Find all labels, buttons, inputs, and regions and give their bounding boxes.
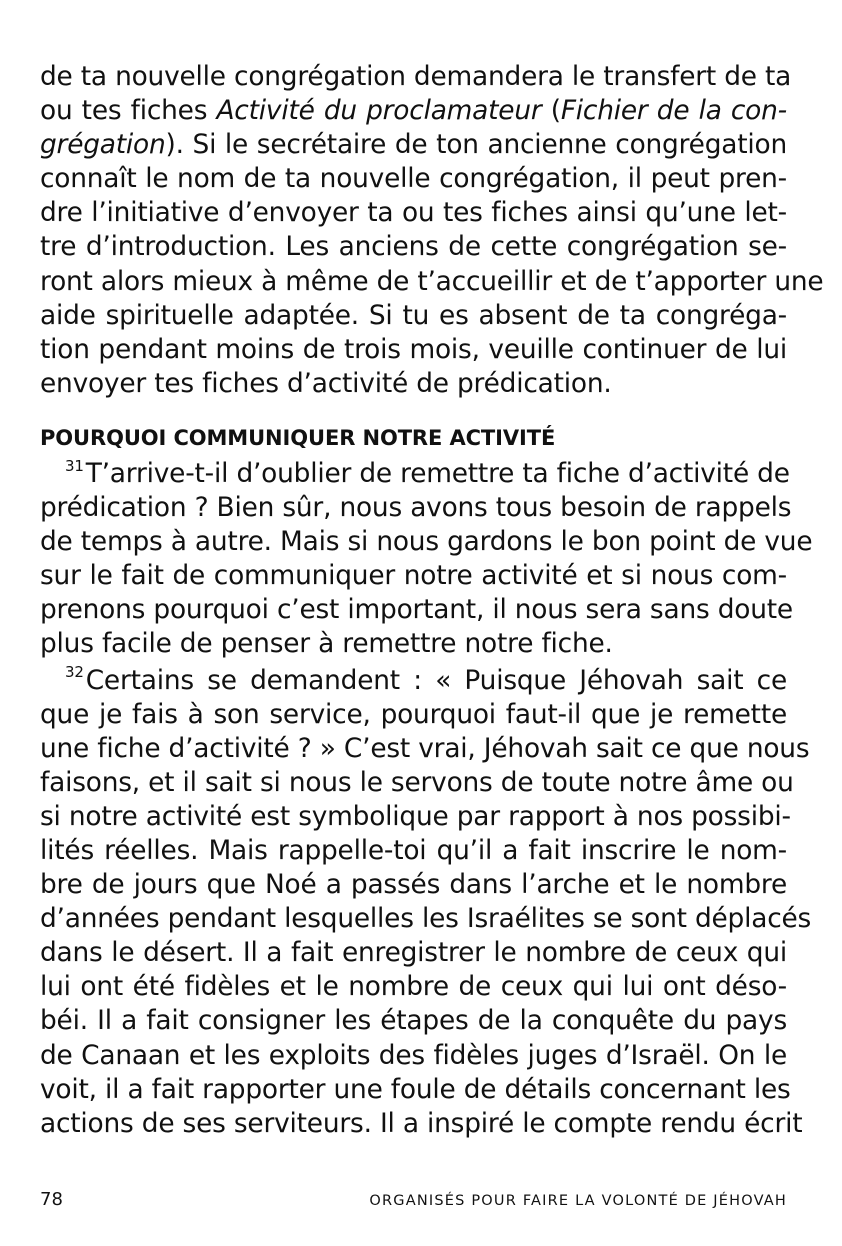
text-line: de Canaan et les exploits des fidèles juges d’Israël. On le: [40, 1039, 787, 1071]
text-line: faisons, et il sait si nous le servons de toute notre âme ou: [40, 766, 794, 798]
text-run: ou tes fiches: [40, 95, 217, 127]
text-line: voit, il a fait rapporter une foule de détails concernant les: [40, 1073, 791, 1105]
text-run: Certains se demandent : « Puisque Jéhovah sait ce: [85, 664, 787, 696]
text-line: béi. Il a fait consigner les étapes de la conquête du pays: [40, 1005, 787, 1037]
text-line: bre de jours que Noé a passés dans l’arche et le nombre: [40, 869, 787, 901]
text-line: sur le fait de communiquer notre activité et si nous com-: [40, 560, 787, 592]
text-line: dre l’initiative d’envoyer ta ou tes fiches ainsi qu’une let-: [40, 197, 787, 229]
paragraph-31: [40, 456, 813, 662]
text-line: tre d’introduction. Les anciens de cette congrégation se-: [40, 231, 787, 263]
text-line: [40, 94, 787, 128]
text-line: prenons pourquoi c’est important, il nous sera sans doute: [40, 594, 793, 626]
text-run: ). Si le secrétaire de ton ancienne congrégation: [165, 129, 787, 161]
paragraph-32: [40, 663, 812, 1141]
text-line: dans le désert. Il a fait enregistrer le nombre de ceux qui: [40, 937, 787, 969]
text-line: [40, 664, 787, 698]
text-run: (: [541, 95, 561, 127]
text-line: de temps à autre. Mais si nous gardons le bon point de vue: [40, 526, 813, 558]
text-line: lités réelles. Mais rappelle-toi qu’il a fait inscrire le nom-: [40, 834, 787, 866]
text-line: tion pendant moins de trois mois, veuille continuer de lui: [40, 333, 787, 365]
text-line: envoyer tes fiches d’activité de prédication.: [40, 367, 612, 399]
running-title: ORGANISÉS POUR FAIRE LA VOLONTÉ DE JÉHOVAH: [369, 1193, 787, 1209]
text-line: prédication ? Bien sûr, nous avons tous besoin de rappels: [40, 492, 792, 524]
page-body: [40, 60, 824, 1141]
text-line: actions de ses serviteurs. Il a inspiré le compte rendu écrit: [40, 1107, 803, 1139]
intro-paragraph: [40, 60, 824, 401]
text-line: de ta nouvelle congrégation demandera le transfert de ta: [40, 61, 792, 92]
italic-title: grégation: [40, 129, 166, 161]
paragraph-number: 32: [65, 663, 84, 682]
text-line: que je fais à son service, pourquoi faut-il que je remette: [40, 698, 787, 730]
text-line: lui ont été fidèles et le nombre de ceux qui lui ont déso-: [40, 971, 787, 1003]
text-line: connaît le nom de ta nouvelle congrégation, il peut pren-: [40, 163, 787, 195]
page-number: 78: [40, 1189, 63, 1210]
italic-title: Fichier de la con-: [560, 95, 787, 127]
paragraph-number: 31: [65, 456, 84, 475]
text-line: plus facile de penser à remettre notre fiche.: [40, 628, 613, 660]
text-line: d’années pendant lesquelles les Israélites se sont déplacés: [40, 903, 812, 935]
text-line: si notre activité est symbolique par rapport à nos possibi-: [40, 800, 791, 832]
italic-title: Activité du proclamateur: [216, 95, 542, 127]
text-line: aide spirituelle adaptée. Si tu es absent de ta congréga-: [40, 299, 787, 331]
text-line: une fiche d’activité ? » C’est vrai, Jéhovah sait ce que nous: [40, 732, 810, 764]
text-run: T’arrive-t-il d’oublier de remettre ta fiche d’activité de: [85, 457, 790, 489]
section-heading: POURQUOI COMMUNIQUER NOTRE ACTIVITÉ: [40, 425, 556, 450]
text-line: [40, 128, 787, 162]
text-line: ront alors mieux à même de t’accueillir et de t’apporter une: [40, 265, 824, 297]
text-line: [40, 456, 790, 491]
